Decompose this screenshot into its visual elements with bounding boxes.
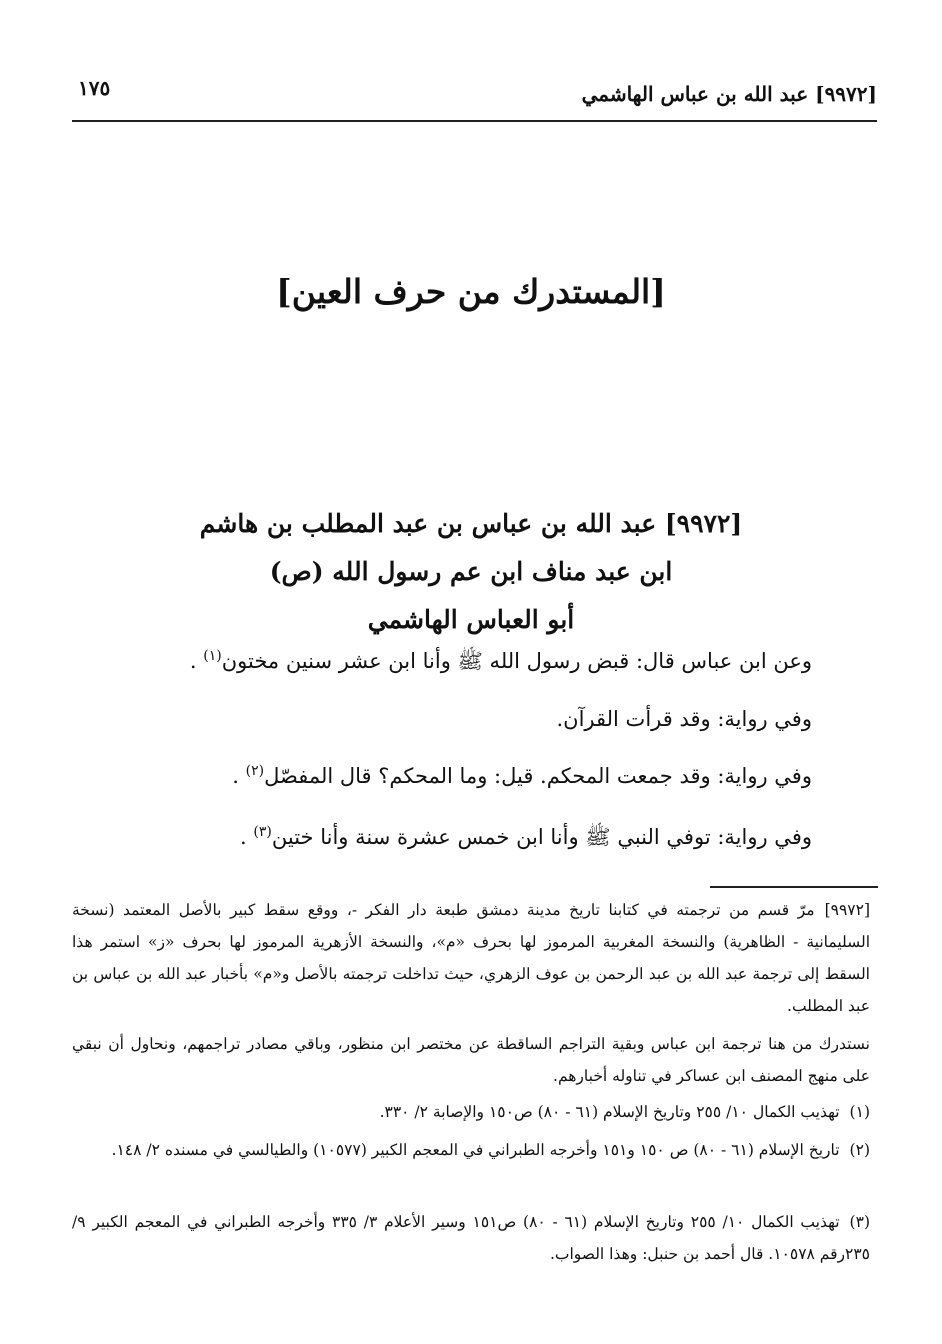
body-paragraph bbox=[132, 648, 812, 679]
paragraph-end: . bbox=[189, 649, 197, 673]
page-number: ١٧٥ bbox=[78, 76, 111, 100]
footnote-text: تهذيب الكمال ١٠/ ٢٥٥ وتاريخ الإسلام (٦١ - ٨٠) ص١٥٠ والإصابة ٢/ ٣٣٠. bbox=[379, 1103, 840, 1121]
footnote-item bbox=[72, 1134, 870, 1166]
footnote-divider bbox=[710, 886, 878, 888]
footnote-reference: (١) bbox=[203, 648, 222, 664]
body-paragraph bbox=[132, 824, 812, 855]
footnote-text: مرّ قسم من ترجمته في كتابنا تاريخ مدينة دمشق طبعة دار الفكر -، ووقع سقط كبير بالأصل المعتمد (نسخة السليمانية - الظاهرية) والنسخة المغربية المرموز لها بحرف «م»، والنسخة الأزهرية المرموز لها بحرف «ز» استمر هذا السقط إلى ترجمة عبد الله بن عبد الرحمن بن عوف الزهري، حيث تداخلت ترجمته بالأصل و«م» بأخبار عبد الله بن عباس بن عبد المطلب. bbox=[72, 901, 870, 1015]
running-header bbox=[72, 68, 877, 122]
paragraph-end: . bbox=[232, 764, 239, 788]
footnote-intro-continued bbox=[72, 1028, 870, 1092]
entry-heading-line-3: أبو العباس الهاشمي bbox=[367, 605, 575, 634]
entry-heading-line-2: ابن عبد مناف ابن عم رسول الله (ص) bbox=[269, 557, 673, 586]
footnote-label: (٣) bbox=[849, 1213, 870, 1231]
footnote-intro bbox=[72, 894, 870, 1022]
footnote-label: (١) bbox=[849, 1103, 870, 1121]
running-title: [٩٩٧٢] عبد الله بن عباس الهاشمي bbox=[581, 82, 877, 106]
footnote-label: [٩٩٧٢] bbox=[824, 901, 870, 919]
footnote-item bbox=[72, 1096, 870, 1128]
paragraph-text: وفي رواية: وقد قرأت القرآن. bbox=[556, 707, 812, 731]
paragraph-text: وعن ابن عباس قال: قبض رسول الله ﷺ وأنا ابن عشر سنين مختون bbox=[221, 649, 812, 673]
footnote-reference: (٣) bbox=[253, 824, 272, 840]
footnote-item bbox=[72, 1206, 870, 1270]
entry-heading-line-1: [٩٩٧٢] عبد الله بن عباس بن عبد المطلب بن هاشم bbox=[199, 509, 743, 538]
body-paragraph bbox=[132, 707, 812, 731]
footnote-text: تهذيب الكمال ١٠/ ٢٥٥ وتاريخ الإسلام (٦١ - ٨٠) ص١٥١ وسير الأعلام ٣/ ٣٣٥ وأخرجه الطبراني في المعجم الكبير ٩/ ٢٣٥رقم ١٠٥٧٨. قال أحمد بن حنبل: وهذا الصواب. bbox=[72, 1213, 870, 1263]
footnote-text: نستدرك من هنا ترجمة ابن عباس وبقية التراجم الساقطة عن مختصر ابن منظور، وباقي مصادر تراجمهم، ونحاول أن نبقي على منهج المصنف ابن عساكر في تناوله أخبارهم. bbox=[72, 1035, 870, 1085]
footnote-reference: (٢) bbox=[245, 763, 265, 779]
paragraph-text: وفي رواية: توفي النبي ﷺ وأنا ابن خمس عشرة سنة وأنا ختين bbox=[271, 825, 812, 849]
entry-heading bbox=[100, 500, 842, 644]
footnote-label: (٢) bbox=[849, 1141, 870, 1159]
section-title: [المستدرك من حرف العين] bbox=[276, 272, 666, 311]
paragraph-end: . bbox=[240, 825, 247, 849]
footnote-text: تاريخ الإسلام (٦١ - ٨٠) ص ١٥٠ و١٥١ وأخرجه الطبراني في المعجم الكبير (١٠٥٧٧) والطيالسي في مسنده ٢/ ١٤٨. bbox=[111, 1141, 840, 1159]
body-paragraph bbox=[132, 764, 812, 788]
paragraph-text: وفي رواية: وقد جمعت المحكم. قيل: وما المحكم؟ قال المفصّل bbox=[264, 764, 812, 788]
